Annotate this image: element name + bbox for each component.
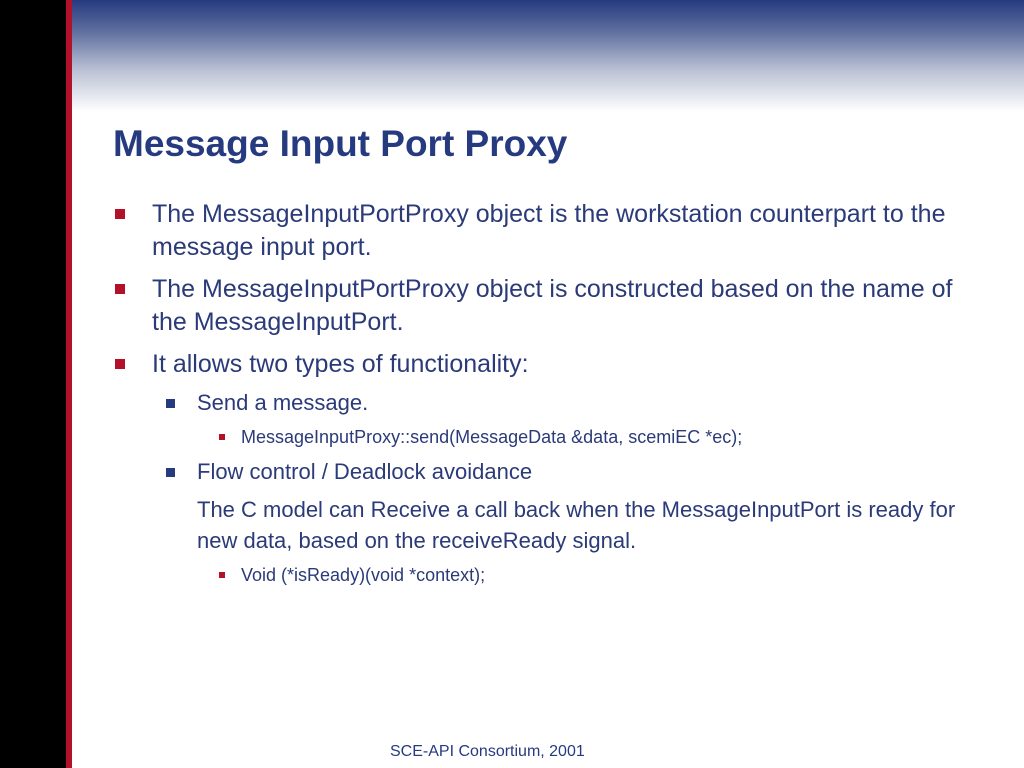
bullet-item-functionality xyxy=(152,348,972,381)
sub-bullet-text: Send a message. xyxy=(197,390,369,415)
sub-bullet-send-message xyxy=(197,388,987,418)
sub-bullet-text: Flow control / Deadlock avoidance xyxy=(197,459,533,484)
bullet-text: The MessageInputPortProxy object is constructed based on the name of the MessageInputPort. xyxy=(152,275,953,336)
bullet-text: The MessageInputPortProxy object is the workstation counterpart to the message input port. xyxy=(152,200,946,261)
code-item-isready xyxy=(241,563,1001,588)
code-text: Void (*isReady)(void *context); xyxy=(241,565,486,585)
square-bullet-icon xyxy=(166,399,175,408)
square-bullet-icon xyxy=(115,284,125,294)
code-item-send xyxy=(241,425,1001,450)
bullet-item-proxy-construction xyxy=(152,273,972,339)
slide-footer: SCE-API Consortium, 2001 xyxy=(390,743,585,760)
small-square-bullet-icon xyxy=(219,434,225,440)
bullet-item-proxy-definition xyxy=(152,198,972,264)
slide-title: Message Input Port Proxy xyxy=(113,123,568,164)
sub-bullet-flow-control xyxy=(197,457,987,487)
square-bullet-icon xyxy=(115,359,125,369)
code-text: MessageInputProxy::send(MessageData &data, scemiEC *ec); xyxy=(241,427,743,447)
square-bullet-icon xyxy=(166,468,175,477)
flow-control-description: The C model can Receive a call back when the MessageInputPort is ready for new data, based on the receiveReady signal. xyxy=(197,497,956,553)
bullet-text: It allows two types of functionality: xyxy=(152,350,529,378)
square-bullet-icon xyxy=(115,209,125,219)
small-square-bullet-icon xyxy=(219,572,225,578)
